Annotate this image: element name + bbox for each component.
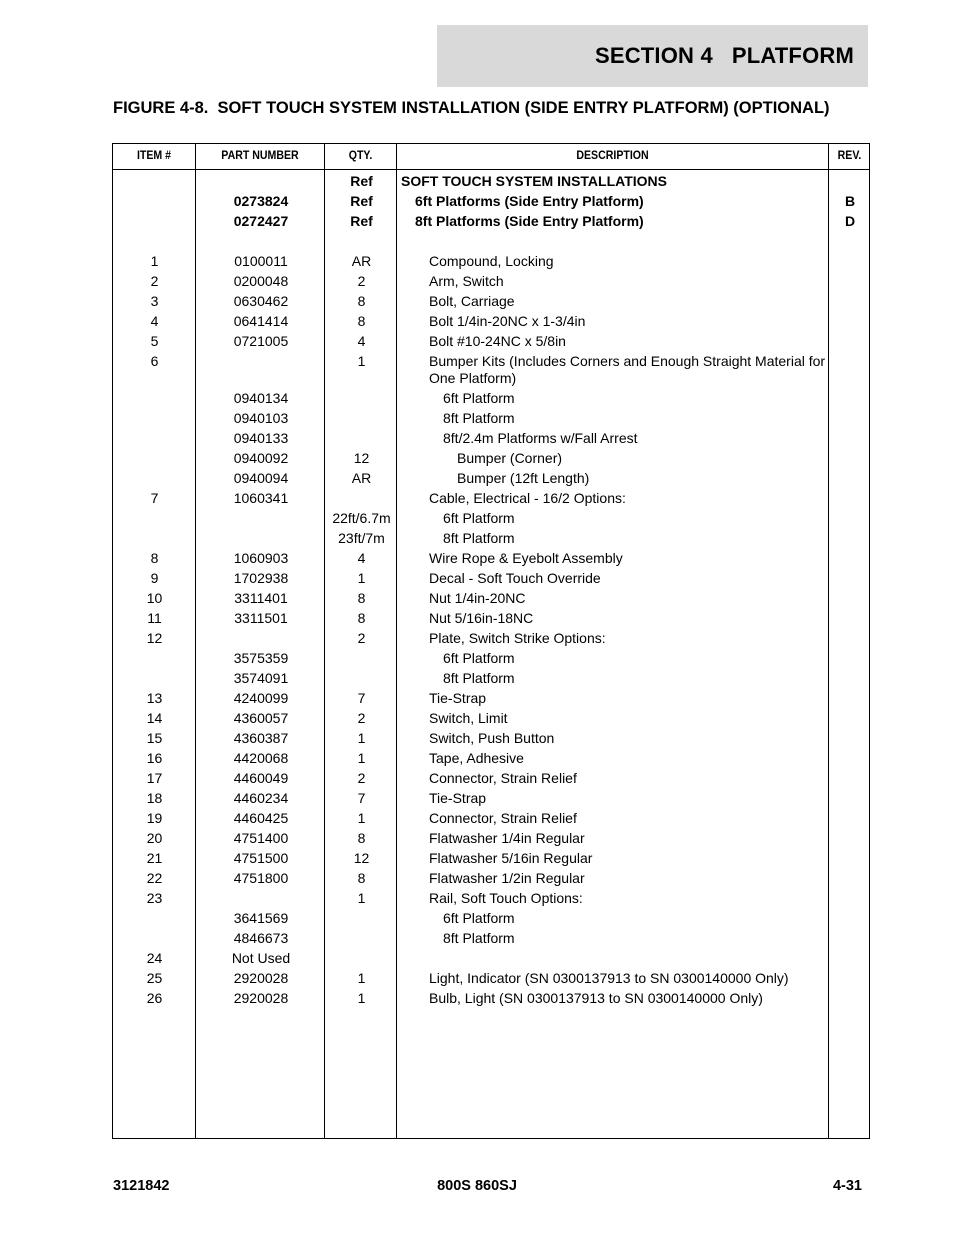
description-cell: Tie-Strap [429,790,487,806]
quantity-cell: 23ft/7m [338,530,385,546]
description-cell: Flatwasher 1/4in Regular [429,830,585,846]
part-number-cell: 3641569 [233,910,289,926]
table-row [113,707,869,727]
quantity-cell: 4 [357,333,366,349]
revision-cell: D [844,213,856,229]
description-cell: Bolt, Carriage [429,293,515,309]
quantity-cell: 8 [357,293,366,309]
table-row [113,887,869,907]
item-number-cell: 1 [150,253,159,269]
table-row [113,747,869,767]
item-number-cell: 12 [146,630,163,646]
description-cell: Cable, Electrical - 16/2 Options: [429,490,626,506]
quantity-cell: 8 [357,610,366,626]
item-number-cell: 13 [146,690,163,706]
footer-page-number: 4-31 [832,1178,862,1194]
quantity-cell: 8 [357,590,366,606]
item-number-cell: 9 [150,570,159,586]
item-number-cell: 22 [146,870,163,886]
figure-title: FIGURE 4-8. SOFT TOUCH SYSTEM INSTALLATION (SIDE ENTRY PLATFORM) (OPTIONAL) [113,99,830,117]
part-number-cell: 3311401 [234,590,288,606]
description-cell: Bolt #10-24NC x 5/8in [429,333,566,349]
part-number-cell: 3311501 [234,610,288,626]
quantity-cell: Ref [350,173,373,189]
quantity-cell: 1 [357,750,366,766]
part-number-cell: 1060903 [233,550,289,566]
table-row [113,210,869,230]
item-number-cell: 18 [146,790,163,806]
quantity-cell: 8 [357,313,366,329]
item-number-cell: 26 [146,990,163,1006]
table-row [113,467,869,487]
table-row [113,987,869,1007]
description-cell: Switch, Push Button [429,730,555,746]
part-number-cell: 4751400 [233,830,289,846]
quantity-cell: 2 [357,710,366,726]
part-number-cell: 4460425 [233,810,289,826]
table-body [113,170,869,1007]
description-cell: 8ft Platform [443,530,515,546]
part-number-cell: 0273824 [233,193,289,209]
quantity-cell: 12 [353,450,370,466]
quantity-cell: 8 [357,830,366,846]
description-cell: Nut 5/16in-18NC [429,610,534,626]
item-number-cell: 20 [146,830,163,846]
item-number-cell: 4 [150,313,159,329]
quantity-cell: 8 [357,870,366,886]
description-cell: Rail, Soft Touch Options: [429,890,583,906]
description-cell: Decal - Soft Touch Override [429,570,601,586]
item-number-cell: 2 [150,273,159,289]
description-cell: Bulb, Light (SN 0300137913 to SN 0300140000 Only) [429,990,763,1006]
column-header-description: DESCRIPTION [576,150,649,162]
quantity-cell: 1 [357,990,366,1006]
part-number-cell: 0940103 [233,410,289,426]
part-number-cell: 0940094 [233,470,289,486]
item-number-cell: 5 [150,333,159,349]
table-row [113,927,869,947]
description-cell: Wire Rope & Eyebolt Assembly [429,550,623,566]
table-row [113,330,869,350]
table-row [113,170,869,190]
item-number-cell: 14 [146,710,163,726]
quantity-cell: Ref [350,193,373,209]
table-row [113,607,869,627]
description-cell: 8ft Platform [443,670,515,686]
table-row [113,507,869,527]
part-number-cell: 0100011 [234,253,288,269]
description-cell: 8ft Platform [443,930,515,946]
table-row [113,867,869,887]
part-number-cell: 0200048 [233,273,289,289]
quantity-cell: 1 [357,730,366,746]
table-row [113,350,869,387]
table-row [113,310,869,330]
quantity-cell: AR [351,253,372,269]
description-cell: 8ft/2.4m Platforms w/Fall Arrest [443,430,638,446]
quantity-cell: 2 [357,770,366,786]
quantity-cell: AR [351,470,372,486]
quantity-cell: 2 [357,630,366,646]
description-cell: 6ft Platform [443,510,515,526]
spacer-row [113,230,869,250]
part-number-cell: 4360057 [233,710,289,726]
item-number-cell: 15 [146,730,163,746]
description-cell: Arm, Switch [429,273,504,289]
quantity-cell: 2 [357,273,366,289]
part-number-cell: 2920028 [233,970,289,986]
description-cell: Switch, Limit [429,710,508,726]
table-row [113,667,869,687]
description-cell: Bumper Kits (Includes Corners and Enough Straight Material for One Platform) [429,353,826,386]
quantity-cell: 1 [357,810,366,826]
column-header-item: ITEM # [136,150,172,162]
item-number-cell: 21 [146,850,163,866]
quantity-cell: 7 [357,790,366,806]
table-row [113,947,869,967]
table-row [113,787,869,807]
description-cell: 6ft Platforms (Side Entry Platform) [415,193,644,209]
part-number-cell: 4420068 [233,750,289,766]
description-cell: Compound, Locking [429,253,554,269]
section-title: SECTION 4 PLATFORM [594,43,854,68]
part-number-cell: 0721005 [233,333,289,349]
table-row [113,847,869,867]
table-row [113,687,869,707]
quantity-cell: Ref [350,213,373,229]
part-number-cell: 4360387 [233,730,289,746]
description-cell: 6ft Platform [443,910,515,926]
part-number-cell: 0630462 [233,293,289,309]
column-header-qty: QTY. [348,150,373,162]
description-cell: 6ft Platform [443,650,515,666]
table-row [113,727,869,747]
description-cell: Bolt 1/4in-20NC x 1-3/4in [429,313,586,329]
description-cell: Tape, Adhesive [429,750,524,766]
item-number-cell: 24 [146,950,163,966]
item-number-cell: 23 [146,890,163,906]
table-row [113,527,869,547]
description-cell: Connector, Strain Relief [429,770,577,786]
table-row [113,627,869,647]
part-number-cell: 0940134 [233,390,289,406]
table-row [113,807,869,827]
part-number-cell: 4460049 [233,770,289,786]
quantity-cell: 1 [357,890,366,906]
table-row [113,487,869,507]
part-number-cell: 0641414 [233,313,289,329]
item-number-cell: 10 [146,590,163,606]
quantity-cell: 1 [357,970,366,986]
description-cell: 8ft Platform [443,410,515,426]
table-row [113,447,869,467]
part-number-cell: 0940092 [233,450,289,466]
table-row [113,767,869,787]
description-cell: 6ft Platform [443,390,515,406]
table-row [113,387,869,407]
table-row [113,407,869,427]
part-number-cell: 4846673 [233,930,289,946]
table-row [113,270,869,290]
description-cell: SOFT TOUCH SYSTEM INSTALLATIONS [401,173,667,189]
description-cell: Light, Indicator (SN 0300137913 to SN 0300140000 Only) [429,970,789,986]
quantity-cell: 1 [357,570,366,586]
quantity-cell: 1 [357,353,366,369]
item-number-cell: 19 [146,810,163,826]
table-row [113,290,869,310]
section-banner [437,25,868,87]
table-row [113,827,869,847]
part-number-cell: 2920028 [233,990,289,1006]
item-number-cell: 6 [150,353,159,369]
item-number-cell: 3 [150,293,159,309]
description-cell: Tie-Strap [429,690,487,706]
column-header-part-number: PART NUMBER [221,150,299,162]
description-cell: Bumper (Corner) [457,450,563,466]
quantity-cell: 12 [353,850,370,866]
part-number-cell: 3575359 [233,650,289,666]
description-cell: Bumper (12ft Length) [457,470,590,486]
description-cell: Connector, Strain Relief [429,810,577,826]
description-cell: Plate, Switch Strike Options: [429,630,606,646]
description-cell: Flatwasher 1/2in Regular [429,870,585,886]
footer-doc-number: 3121842 [113,1178,170,1194]
item-number-cell: 7 [150,490,159,506]
table-row [113,967,869,987]
part-number-cell: 0272427 [233,213,289,229]
part-number-cell: 1702938 [233,570,289,586]
item-number-cell: 17 [146,770,163,786]
column-header-rev: REV. [837,150,862,162]
table-row [113,547,869,567]
item-number-cell: 8 [150,550,159,566]
part-number-cell: 4751800 [233,870,289,886]
part-number-cell: Not Used [231,950,291,966]
item-number-cell: 16 [146,750,163,766]
part-number-cell: 4751500 [233,850,289,866]
item-number-cell: 11 [147,610,162,626]
description-cell: 8ft Platforms (Side Entry Platform) [415,213,644,229]
quantity-cell: 7 [357,690,366,706]
table-row [113,250,869,270]
table-row [113,567,869,587]
part-number-cell: 1060341 [233,490,289,506]
quantity-cell: 4 [357,550,366,566]
table-row [113,907,869,927]
description-cell: Nut 1/4in-20NC [429,590,526,606]
table-row [113,190,869,210]
table-row [113,587,869,607]
part-number-cell: 3574091 [233,670,289,686]
item-number-cell: 25 [146,970,163,986]
revision-cell: B [844,193,856,209]
part-number-cell: 4460234 [233,790,289,806]
description-cell: Flatwasher 5/16in Regular [429,850,593,866]
part-number-cell: 4240099 [233,690,289,706]
table-row [113,427,869,447]
parts-table [112,143,870,1139]
quantity-cell: 22ft/6.7m [332,510,391,526]
part-number-cell: 0940133 [233,430,289,446]
table-row [113,647,869,667]
footer-model: 800S 860SJ [437,1178,517,1194]
